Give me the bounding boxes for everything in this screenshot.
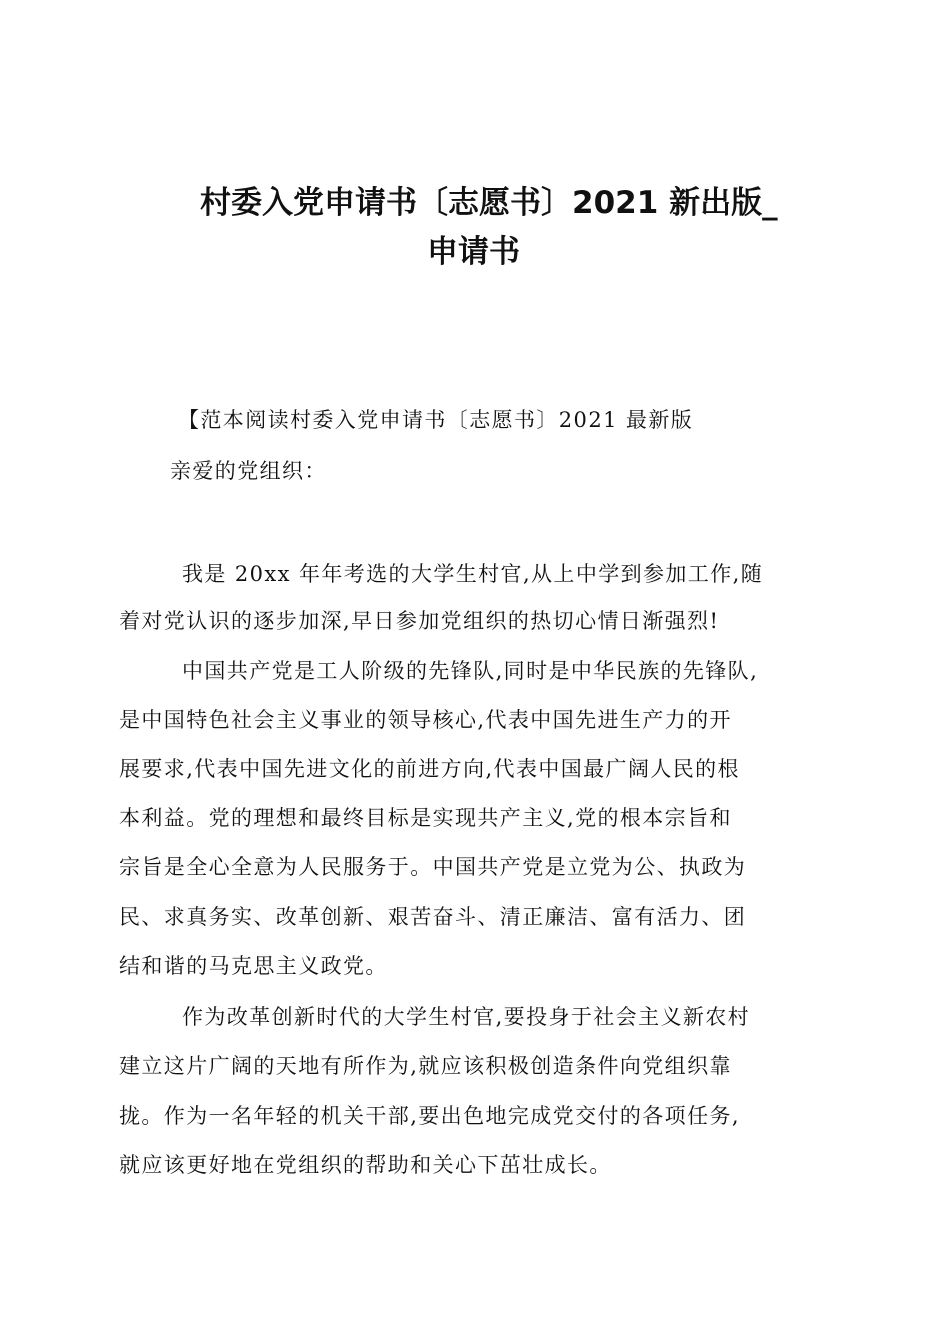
- paragraph-2-line-4: 本利益。党的理想和最终目标是实现共产主义,党的根本宗旨和: [119, 806, 732, 830]
- paragraph-3-line-3: 拢。作为一名年轻的机关干部,要出色地完成党交付的各项任务,: [119, 1104, 740, 1128]
- salutation: 亲爱的党组织：: [170, 459, 327, 483]
- paragraph-2-line-1: 中国共产党是工人阶级的先锋队,同时是中华民族的先锋队,: [182, 659, 759, 683]
- paragraph-2-line-3: 展要求,代表中国先进文化的前进方向,代表中国最广阔人民的根: [119, 757, 740, 781]
- paragraph-1-line-2: 着对党认识的逐步加深,早日参加党组织的热切心情日渐强烈!: [119, 609, 720, 633]
- document-title-line-2: 申请书: [427, 234, 520, 270]
- lead-line: 【范本阅读村委入党申请书〔志愿书〕2021 最新版: [178, 408, 694, 432]
- paragraph-1-line-1: 我是 20xx 年年考选的大学生村官,从上中学到参加工作,随: [182, 562, 764, 586]
- paragraph-2-line-2: 是中国特色社会主义事业的领导核心,代表中国先进生产力的开: [119, 708, 732, 732]
- paragraph-2-line-7: 结和谐的马克思主义政党。: [119, 954, 388, 978]
- document-title-line-1: 村委入党申请书〔志愿书〕2021 新出版_: [200, 185, 778, 221]
- paragraph-2-line-6: 民、求真务实、改革创新、艰苦奋斗、清正廉洁、富有活力、团: [119, 905, 747, 929]
- paragraph-3-line-4: 就应该更好地在党组织的帮助和关心下茁壮成长。: [119, 1153, 612, 1177]
- paragraph-2-line-5: 宗旨是全心全意为人民服务于。中国共产党是立党为公、执政为: [119, 855, 747, 879]
- paragraph-3-line-1: 作为改革创新时代的大学生村官,要投身于社会主义新农村: [182, 1005, 751, 1029]
- paragraph-3-line-2: 建立这片广阔的天地有所作为,就应该积极创造条件向党组织靠: [119, 1054, 732, 1078]
